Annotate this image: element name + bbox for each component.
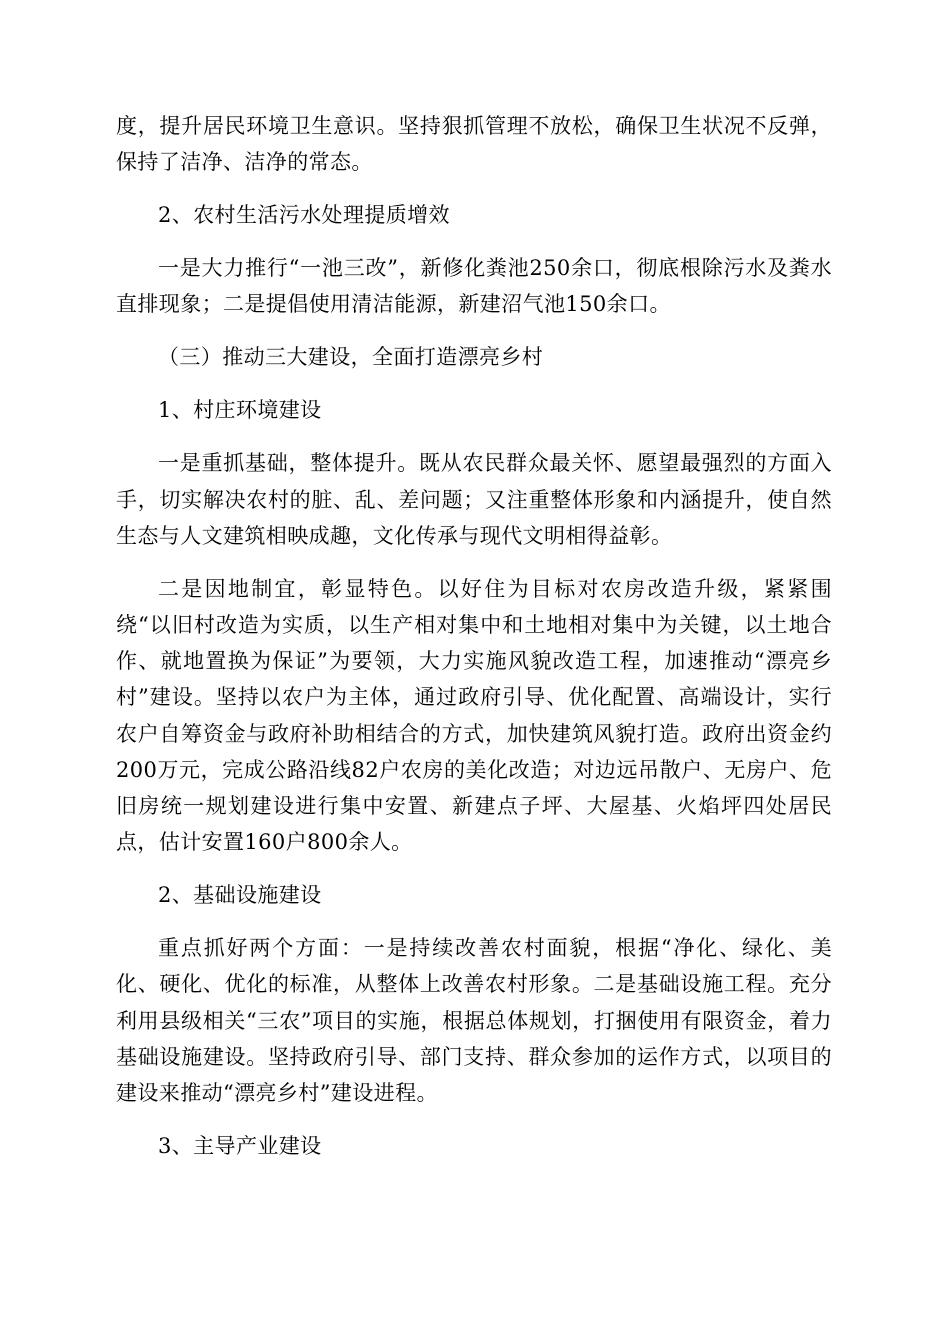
section-heading-village-environment: 1、村庄环境建设 — [158, 398, 322, 423]
paragraph-sewage: 一是大力推行“一池三改”，新修化粪池250余口，彻底根除污水及粪水直排现象；二是提倡使用清洁能源，新建沼气池150余口。 — [116, 256, 832, 317]
paragraph-continuation: 度，提升居民环境卫生意识。坚持狠抓管理不放松，确保卫生状况不反弹，保持了洁净、洁净的常态。 — [116, 114, 832, 175]
section-heading-infrastructure: 2、基础设施建设 — [158, 883, 322, 908]
section-heading-sewage: 2、农村生活污水处理提质增效 — [158, 203, 450, 228]
paragraph-village-features: 二是因地制宜，彰显特色。以好住为目标对农房改造升级，紧紧围绕“以旧村改造为实质，以生产相对集中和土地相对集中为关键，以土地合作、就地置换为保证”为要领，大力实施风貌改造工程，加速推动“漂亮乡村”建设。坚持以农户为主体，通过政府引导、优化配置、高端设计，实行农户自筹资金与政府补助相结合的方式，加快建筑风貌打造。政府出资金约200万元，完成公路沿线82户农房的美化改造；对边远吊散户、无房户、危旧房统一规划建设进行集中安置、新建点子坪、大屋基、火焰坪四处居民点，估计安置160户800余人。 — [116, 576, 832, 855]
section-heading-three-constructions: （三）推动三大建设，全面打造漂亮乡村 — [158, 345, 544, 370]
paragraph-village-basics: 一是重抓基础，整体提升。既从农民群众最关怀、愿望最强烈的方面入手，切实解决农村的脏、乱、差问题；又注重整体形象和内涵提升，使自然生态与人文建筑相映成趣，文化传承与现代文明相得益彰。 — [116, 451, 832, 548]
section-heading-industry: 3、主导产业建设 — [158, 1134, 322, 1159]
paragraph-infrastructure: 重点抓好两个方面：一是持续改善农村面貌，根据“净化、绿化、美化、硬化、优化的标准，从整体上改善农村形象。二是基础设施工程。充分利用县级相关“三农”项目的实施，根据总体规划，打捆使用有限资金，着力基础设施建设。坚持政府引导、部门支持、群众参加的运作方式，以项目的建设来推动“漂亮乡村”建设进程。 — [116, 936, 832, 1106]
